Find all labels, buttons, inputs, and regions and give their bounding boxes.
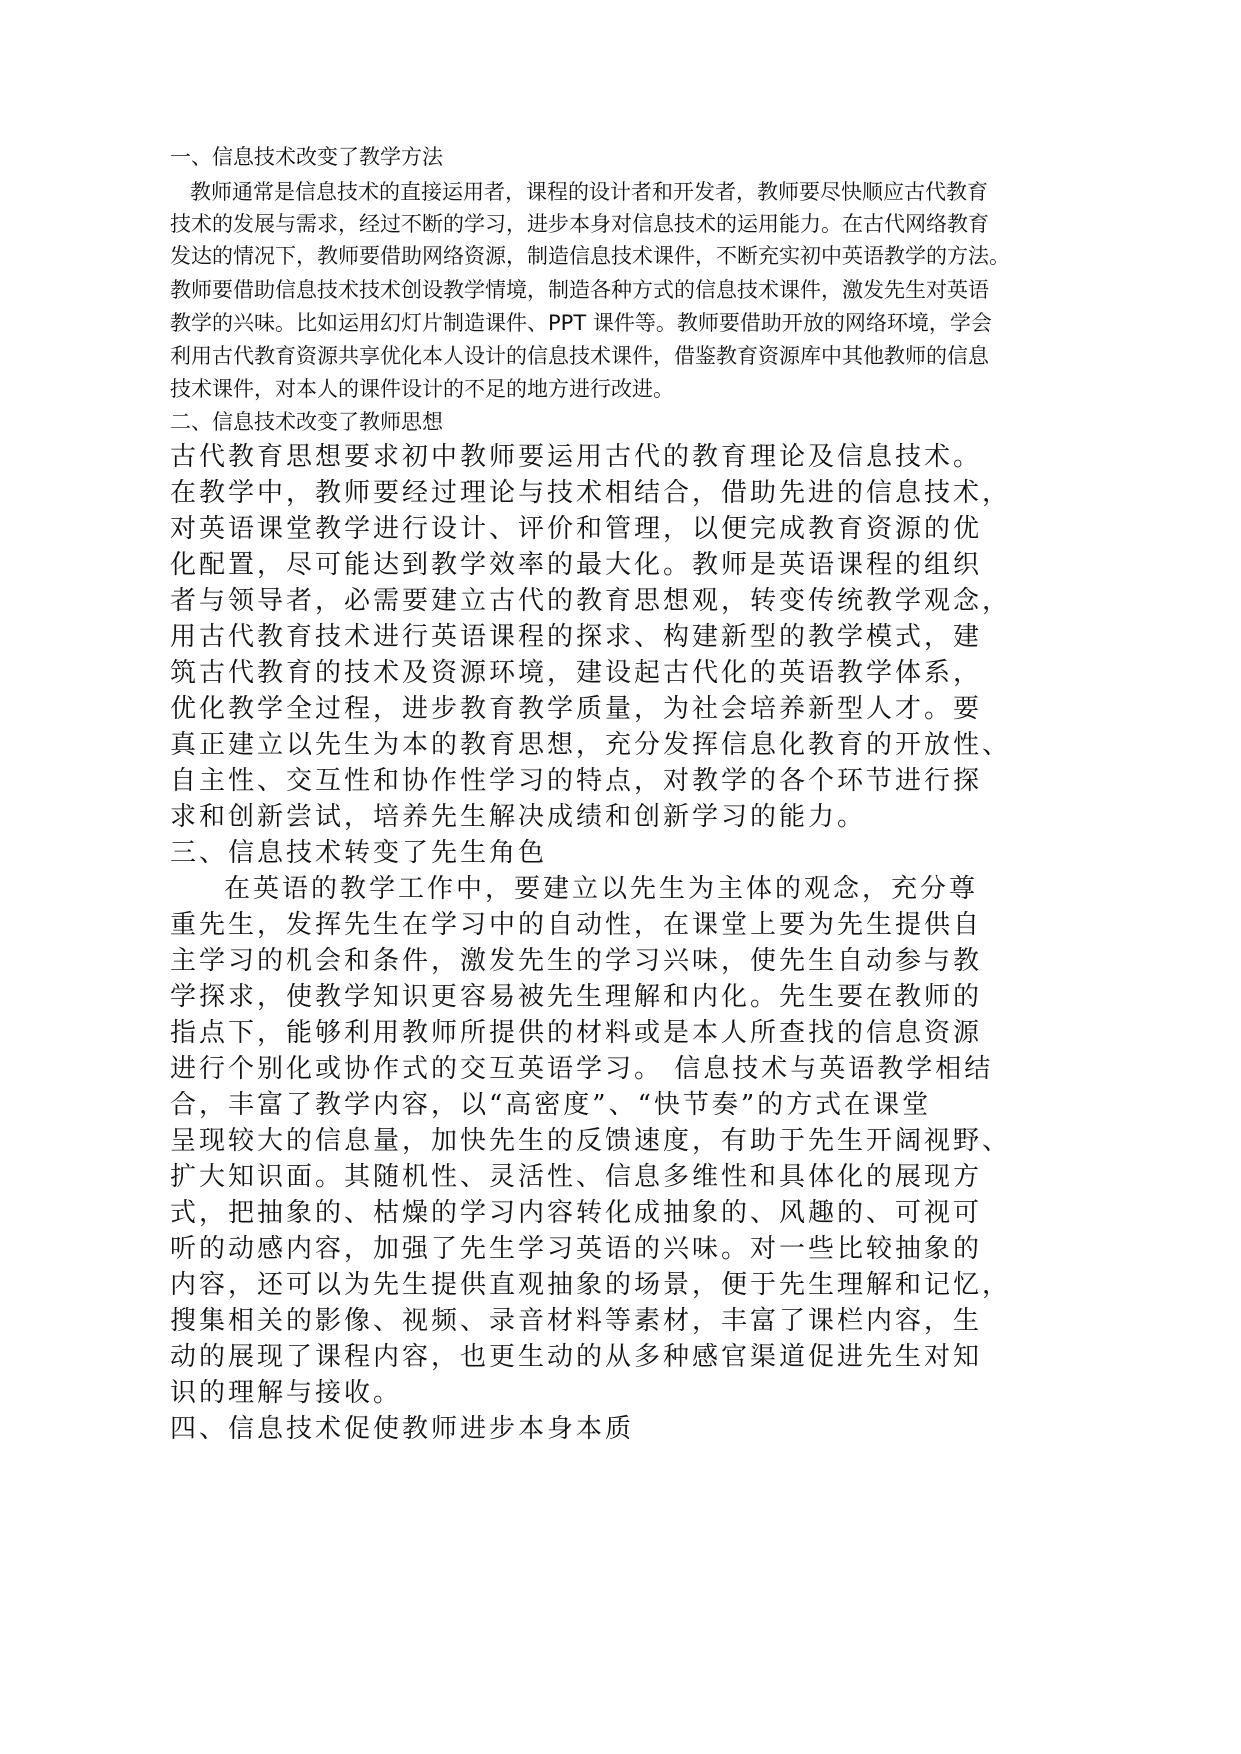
section-3-line: 主学习的机会和条件，激发先生的学习兴味，使先生自动参与教 <box>170 946 983 976</box>
section-3-line: 在英语的教学工作中，要建立以先生为主体的观念，充分尊 <box>224 874 979 904</box>
section-2-line: 真正建立以先生为本的教育思想，充分发挥信息化教育的开放性、 <box>170 730 1012 760</box>
section-3-line: 进行个别化或协作式的交互英语学习。 信息技术与英语教学相结 <box>170 1054 994 1084</box>
section-3-line: 动的展现了课程内容，也更生动的从多种感官渠道促进先生对知 <box>170 1342 983 1372</box>
section-3-line: 重先生，发挥先生在学习中的自动性，在课堂上要为先生提供自 <box>170 910 983 940</box>
section-1-line: 教学的兴味。比如运用幻灯片制造课件、PPT 课件等。教师要借助开放的网络环境，学会 <box>170 311 992 335</box>
section-2-line: 自主性、交互性和协作性学习的特点，对教学的各个环节进行探 <box>170 766 983 796</box>
section-2-line: 者与领导者，必需要建立古代的教育思想观，转变传统教学观念， <box>170 586 1012 616</box>
section-2-line: 优化教学全过程，进步教育教学质量，为社会培养新型人才。要 <box>170 694 983 724</box>
section-2-line: 用古代教育技术进行英语课程的探求、构建新型的教学模式，建 <box>170 622 983 652</box>
section-1-line: 技术课件，对本人的课件设计的不足的地方进行改进。 <box>170 377 674 401</box>
section-1-line: 教师通常是信息技术的直接运用者，课程的设计者和开发者，教师要尽快顺应古代教育 <box>190 180 988 204</box>
section-3-line: 搜集相关的影像、视频、录音材料等素材，丰富了课栏内容，生 <box>170 1306 983 1336</box>
section-3-line: 呈现较大的信息量，加快先生的反馈速度，有助于先生开阔视野、 <box>170 1126 1012 1156</box>
section-3-line: 学探求，使教学知识更容易被先生理解和内化。先生要在教师的 <box>170 982 983 1012</box>
section-2-line: 筑古代教育的技术及资源环境，建设起古代化的英语教学体系， <box>170 658 983 688</box>
section-3-line: 识的理解与接收。 <box>170 1378 403 1408</box>
section-2-heading: 二、信息技术改变了教师思想 <box>170 410 443 434</box>
section-3-line: 扩大知识面。其随机性、灵活性、信息多维性和具体化的展现方 <box>170 1162 983 1192</box>
section-2-line: 对英语课堂教学进行设计、评价和管理，以便完成教育资源的优 <box>170 514 983 544</box>
section-4-heading: 四、信息技术促使教师进步本身本质 <box>170 1414 635 1444</box>
section-1-line: 发达的情况下，教师要借助网络资源，制造信息技术课件，不断充实初中英语教学的方法。 <box>170 244 1010 268</box>
section-2-line: 求和创新尝试，培养先生解决成绩和创新学习的能力。 <box>170 802 867 832</box>
section-3-heading: 三、信息技术转变了先生角色 <box>170 838 548 868</box>
section-1-line: 利用古代教育资源共享优化本人设计的信息技术课件，借鉴教育资源库中其他教师的信息 <box>170 344 989 368</box>
section-3-line: 式，把抽象的、枯燥的学习内容转化成抽象的、风趣的、可视可 <box>170 1198 983 1228</box>
section-1-line: 技术的发展与需求，经过不断的学习，进步本身对信息技术的运用能力。在古代网络教育 <box>170 212 989 236</box>
section-2-line: 古代教育思想要求初中教师要运用古代的教育理论及信息技术。 <box>170 442 983 472</box>
section-3-line: 合，丰富了教学内容，以“高密度”、“快节奏”的方式在课堂 <box>170 1090 932 1120</box>
section-2-line: 化配置，尽可能达到教学效率的最大化。教师是英语课程的组织 <box>170 550 983 580</box>
section-1-line: 教师要借助信息技术技术创设教学情境，制造各种方式的信息技术课件，激发先生对英语 <box>170 278 989 302</box>
section-3-line: 听的动感内容，加强了先生学习英语的兴味。对一些比较抽象的 <box>170 1234 983 1264</box>
section-2-line: 在教学中，教师要经过理论与技术相结合，借助先进的信息技术， <box>170 478 1012 508</box>
section-1-heading: 一、信息技术改变了教学方法 <box>170 145 443 169</box>
section-3-line: 指点下，能够利用教师所提供的材料或是本人所查找的信息资源 <box>170 1018 983 1048</box>
section-3-line: 内容，还可以为先生提供直观抽象的场景，便于先生理解和记忆， <box>170 1270 1012 1300</box>
